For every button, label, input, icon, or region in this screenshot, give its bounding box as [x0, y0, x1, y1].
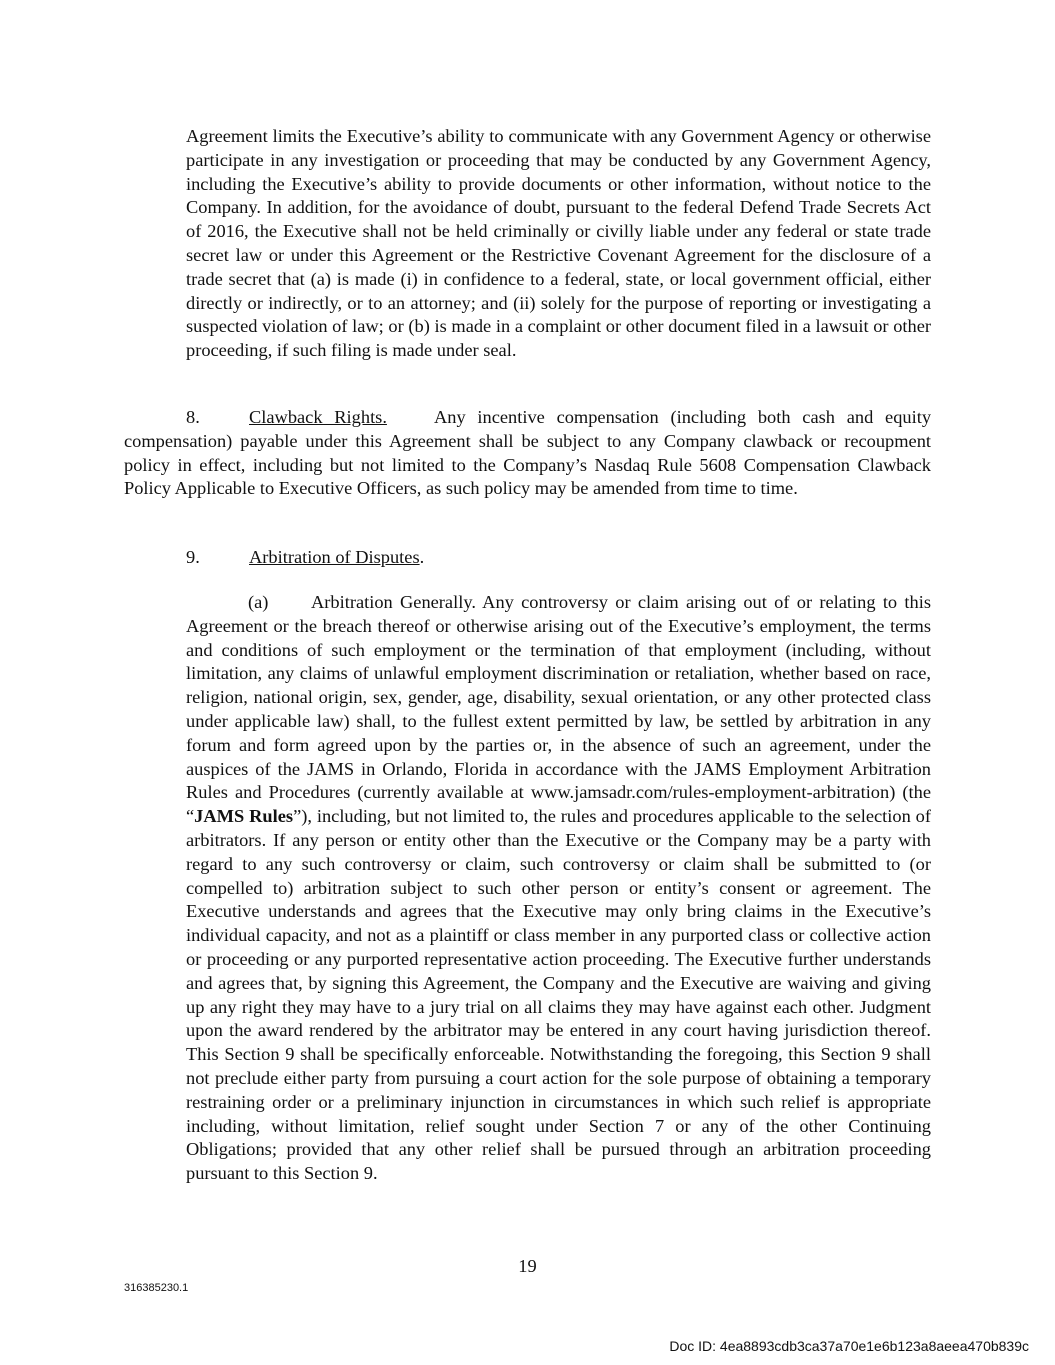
section-9a-paragraph [186, 591, 931, 1186]
document-code: 316385230.1 [124, 1282, 189, 1294]
section-9-number: 9. [186, 547, 200, 567]
jams-rules-defined-term: JAMS Rules [194, 806, 294, 827]
doc-id: Doc ID: 4ea8893cdb3ca37a70e1e6b123a8aeea470b839c [669, 1338, 1029, 1354]
continuation-text: Agreement limits the Executive’s ability to communicate with any Government Agency or otherwise participate in any investigation or proceeding that may be conducted by any Government Agency, including the Executive’s ability to provide documents or other information, without notice to the Company. In addition, for the avoidance of doubt, pursuant to the federal Defend Trade Secrets Act of 2016, the Executive shall not be held criminally or civilly liable under any federal or state trade secret law or under this Agreement or the Restrictive Covenant Agreement for the disclosure of a trade secret that (a) is made (i) in confidence to a federal, state, or local government official, either directly or indirectly, or to an attorney; and (ii) solely for the purpose of reporting or investigating a suspected violation of law; or (b) is made in a complaint or other document filed in a lawsuit or other proceeding, if such filing is made under seal. [186, 126, 931, 361]
section-9a-text-after: ”), including, but not limited to, the rules and procedures applicable to the selection of arbitrators. If any person or entity other than the Executive or the Company may be a party with regard to any such controversy or claim, such controversy or claim shall be submitted to (or compelled to) arbitration subject to such other person or entity’s consent or agreement. The Executive understands and agrees that the Executive may only bring claims in the Executive’s individual capacity, and not as a plaintiff or class member in any purported class or collective action or proceeding or any purported representative action proceeding. The Executive further understands and agrees that, by signing this Agreement, the Company and the Executive are waiving and giving up any right they may have to a jury trial on all claims they may have against each other. Judgment upon the award rendered by the arbitrator may be entered in any court having jurisdiction thereof. This Section 9 shall be specifically enforceable. Notwithstanding the foregoing, this Section 9 shall not preclude either party from pursuing a court action for the sole purpose of obtaining a temporary restraining order or a preliminary injunction in circumstances in which such relief is appropriate including, without limitation, relief sought under Section 7 or any of the other Continuing Obligations; provided that any other relief shall be pursued through an arbitration proceeding pursuant to this Section 9. [186, 806, 931, 1184]
section-8-heading: Clawback Rights. [249, 407, 387, 427]
section-9-heading-line [186, 546, 931, 570]
continuation-paragraph [186, 125, 931, 363]
page-number: 19 [518, 1256, 537, 1276]
section-9a-label: (a) [248, 592, 269, 612]
section-8-text: Any incentive compensation (including both cash and equity compensation) payable under this Agreement shall be subject to any Company clawback or recoupment policy in effect, including but not limited to the Company’s Nasdaq Rule 5608 Compensation Clawback Policy Applicable to Executive Officers, as such policy may be amended from time to time. [124, 407, 932, 499]
section-9-heading: Arbitration of Disputes [249, 547, 420, 567]
section-9-heading-suffix: . [419, 547, 425, 567]
section-8-paragraph [124, 406, 931, 501]
section-8-number: 8. [186, 407, 200, 427]
section-9a-text-before: Arbitration Generally. Any controversy or claim arising out of or relating to this Agreement or the breach thereof or otherwise arising out of the Executive’s employment, the terms and conditions of such employment or the termination of that employment (including, without limitation, any claims of unlawful employment discrimination or retaliation, whether based on race, religion, national origin, sex, gender, age, disability, sexual orientation, or any other protected class under applicable law) shall, to the fullest extent permitted by law, be settled by arbitration in any forum and form agreed upon by the parties or, in the absence of such an agreement, under the auspices of the JAMS in Orlando, Florida in accordance with the JAMS Employment Arbitration Rules and Procedures (currently available at www.jamsadr.com/rules-employment-arbitration) (the “ [186, 592, 931, 827]
